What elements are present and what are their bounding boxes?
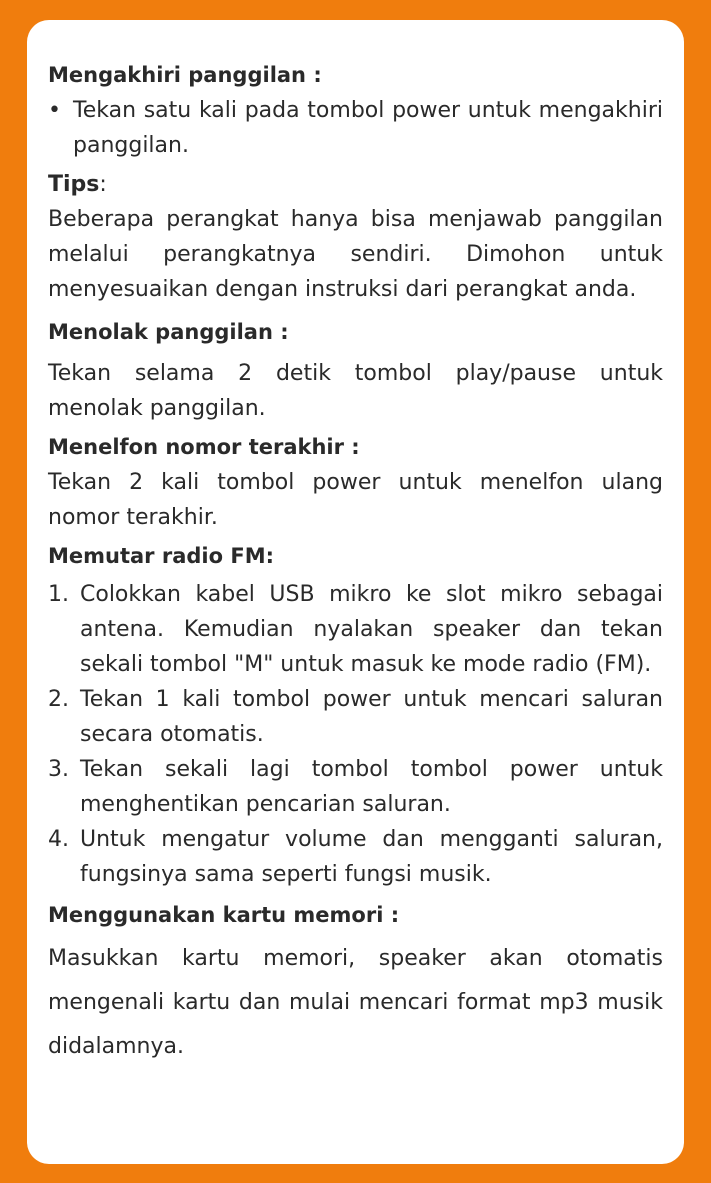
tips-colon: : <box>99 172 107 197</box>
list-item-number: 3. <box>48 757 69 782</box>
bullet-icon: • <box>48 98 61 123</box>
list-item <box>48 577 663 682</box>
list-item-number: 2. <box>48 687 69 712</box>
fm-radio-heading: Memutar radio FM: <box>48 544 274 568</box>
memory-card-text: Masukkan kartu memori, speaker akan otomatis mengenali kartu dan mulai mencari format mp3 musik didalamnya. <box>48 946 663 1059</box>
list-item-text: Tekan sekali lagi tombol tombol power untuk menghentikan pencarian saluran. <box>80 757 663 817</box>
end-call-bullet <box>48 93 663 163</box>
end-call-text: Tekan satu kali pada tombol power untuk mengakhiri panggilan. <box>73 98 663 158</box>
tips-label: Tips <box>48 172 100 197</box>
reject-call-heading: Menolak panggilan : <box>48 320 289 344</box>
redial-heading: Menelfon nomor terakhir : <box>48 435 360 459</box>
fm-radio-steps <box>48 577 663 892</box>
list-item <box>48 752 663 822</box>
tips-text: Beberapa perangkat hanya bisa menjawab panggilan melalui perangkatnya sendiri. Dimohon untuk menyesuaikan dengan instruksi dari perangkat anda. <box>48 207 663 302</box>
list-item <box>48 822 663 892</box>
list-item-text: Tekan 1 kali tombol power untuk mencari saluran secara otomatis. <box>80 687 663 747</box>
end-call-heading: Mengakhiri panggilan : <box>48 63 322 87</box>
tips-heading <box>48 167 663 202</box>
list-item-text: Colokkan kabel USB mikro ke slot mikro sebagai antena. Kemudian nyalakan speaker dan tekan sekali tombol "M" untuk masuk ke mode radio (FM). <box>80 582 663 677</box>
reject-call-text: Tekan selama 2 detik tombol play/pause untuk menolak panggilan. <box>48 361 663 421</box>
list-item-number: 4. <box>48 827 69 852</box>
list-item <box>48 682 663 752</box>
list-item-text: Untuk mengatur volume dan mengganti saluran, fungsinya sama seperti fungsi musik. <box>80 827 663 887</box>
list-item-number: 1. <box>48 582 69 607</box>
memory-card-heading: Menggunakan kartu memori : <box>48 903 400 927</box>
redial-text: Tekan 2 kali tombol power untuk menelfon ulang nomor terakhir. <box>48 470 663 530</box>
instruction-card <box>27 20 684 1164</box>
